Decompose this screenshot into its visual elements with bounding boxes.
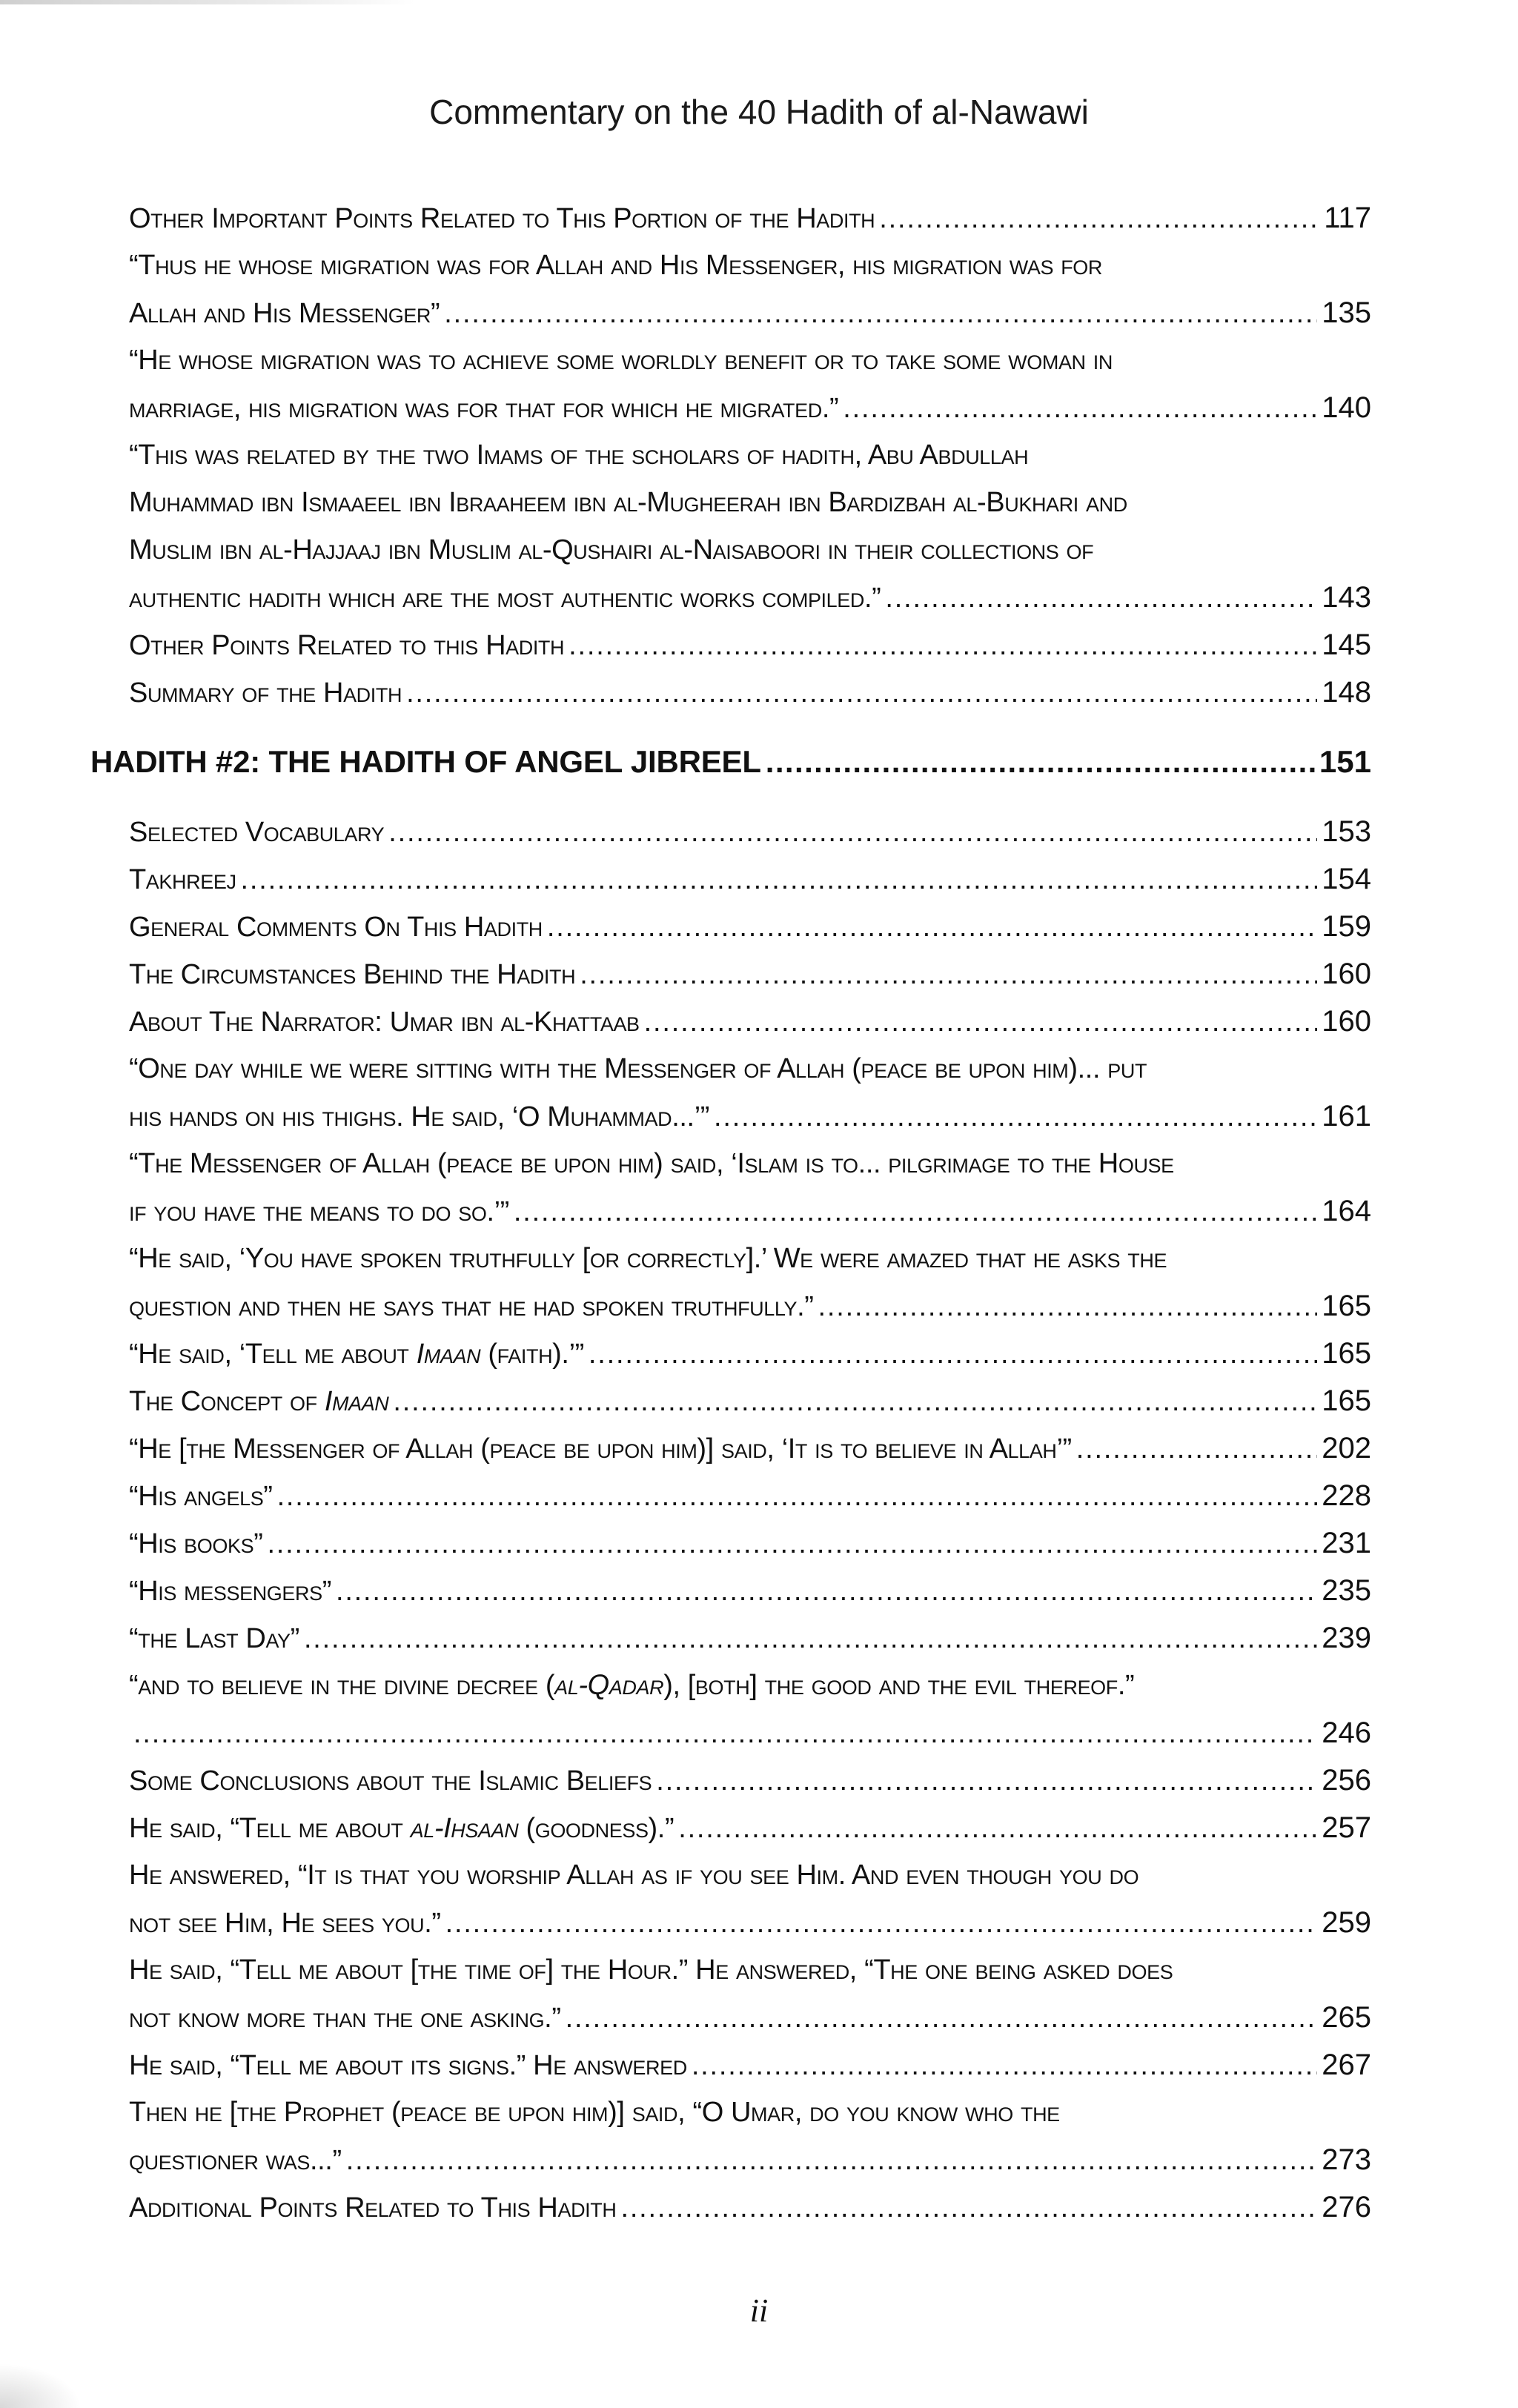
dot-leader [714, 1093, 1317, 1141]
dot-leader [388, 809, 1317, 856]
toc-entry-title-part: (goodness).” [518, 1813, 675, 1844]
toc-entry-title: “His messengers” [129, 1576, 331, 1607]
toc-entry [129, 1424, 1371, 1472]
toc-entry [129, 669, 1371, 716]
toc-entry-title-part: “and to believe in the divine decree ( [129, 1670, 555, 1701]
toc-entry [129, 1851, 1371, 1899]
toc-page-number: 165 [1322, 1384, 1371, 1417]
toc-entry [129, 2183, 1371, 2231]
toc-entry-title: not see Him, He sees you.” [129, 1908, 441, 1939]
toc-entry [129, 1330, 1371, 1377]
toc-page-number: 256 [1322, 1764, 1371, 1797]
toc-entry [129, 1757, 1371, 1804]
toc-entry-title: Other Important Points Related to This Portion of the Hadith [129, 203, 875, 234]
toc-page-number: 160 [1322, 958, 1371, 990]
toc-entry-title: The Circumstances Behind the Hadith [129, 959, 576, 990]
dot-leader [445, 1900, 1318, 1947]
toc-entry [129, 1614, 1371, 1662]
toc-entry-title: Selected Vocabulary [129, 817, 385, 848]
dot-leader [133, 1710, 1317, 1757]
toc-entry [129, 1709, 1371, 1757]
dot-leader [620, 2184, 1317, 2232]
dot-leader [766, 738, 1315, 786]
dot-leader [304, 1615, 1317, 1662]
toc-entry [129, 1994, 1371, 2041]
toc-entry-title [129, 1378, 388, 1425]
dot-leader [843, 385, 1317, 432]
toc-entry-title: “He said, ‘You have spoken truthfully [or correctly].’ We were amazed that he asks the [129, 1243, 1167, 1274]
dot-leader [393, 1378, 1317, 1425]
dot-leader [580, 951, 1317, 998]
toc-page-number: 239 [1322, 1622, 1371, 1654]
toc-entry-title: Muslim ibn al-Hajjaaj ibn Muslim al-Qushairi al-Naisaboori in their collections of [129, 534, 1094, 565]
toc-entry-title: authentic hadith which are the most authentic works compiled.” [129, 583, 881, 614]
dot-leader [336, 1568, 1317, 1615]
toc-page-number: 135 [1322, 296, 1371, 329]
toc-entry-title: “He [the Messenger of Allah (peace be upon him)] said, ‘It is to believe in Allah’” [129, 1433, 1072, 1465]
toc-entry [129, 526, 1371, 574]
toc-page-number: 235 [1322, 1574, 1371, 1607]
toc-page-number: 228 [1322, 1479, 1371, 1512]
toc-page-number: 140 [1322, 391, 1371, 424]
toc-entry [129, 998, 1371, 1045]
toc-entry-title: “This was related by the two Imams of the scholars of hadith, Abu Abdullah [129, 440, 1029, 471]
toc-entry [129, 479, 1371, 526]
toc-entry-title: Muhammad ibn Ismaaeel ibn Ibraaheem ibn al-Mugheerah ibn Bardizbah al-Bukhari and [129, 487, 1127, 518]
toc-entry-title: “the Last Day” [129, 1623, 299, 1654]
toc-entry-title-part: The Concept of [129, 1386, 325, 1417]
toc-entry [129, 1804, 1371, 1851]
toc-entry [129, 1519, 1371, 1567]
toc-entry [129, 574, 1371, 621]
toc-entry-title: his hands on his thighs. He said, ‘O Muhammad...’” [129, 1101, 709, 1132]
toc-page-number: 153 [1322, 815, 1371, 848]
toc-entry [129, 2136, 1371, 2183]
toc-page-number: 265 [1322, 2001, 1371, 2034]
toc-entry [129, 194, 1371, 242]
dot-leader [547, 903, 1317, 951]
toc-page-number: 246 [1322, 1717, 1371, 1749]
toc-page-number: 151 [1319, 744, 1371, 779]
toc-entry-title [129, 1330, 584, 1378]
toc-page-number: 257 [1322, 1811, 1371, 1844]
toc-entry-title: He answered, “It is that you worship Allah as if you see Him. And even though you do [129, 1860, 1139, 1891]
toc-page-number: 154 [1322, 863, 1371, 895]
toc-entry-title-italic: al-Ihsaan [410, 1813, 519, 1844]
toc-entry [129, 1946, 1371, 1994]
dot-leader [885, 574, 1317, 622]
toc-entry [129, 1282, 1371, 1330]
dot-leader [267, 1520, 1317, 1568]
toc-entry-title: “One day while we were sitting with the Messenger of Allah (peace be upon him)... put [129, 1053, 1147, 1084]
toc-entry-title: not know more than the one asking.” [129, 2003, 561, 2034]
toc-entry-title: if you have the means to do so.’” [129, 1196, 509, 1227]
toc-entry [129, 242, 1371, 289]
toc-entry [129, 336, 1371, 384]
toc-entry-title-italic: Imaan [324, 1386, 389, 1417]
dot-leader [879, 195, 1319, 242]
toc-entry [129, 621, 1371, 669]
toc-entry [129, 1662, 1371, 1709]
toc-entry-title: Allah and His Messenger” [129, 298, 440, 329]
toc-page-number: 202 [1322, 1432, 1371, 1465]
dot-leader [644, 998, 1318, 1046]
toc-entry [129, 2089, 1371, 2136]
running-head: Commentary on the 40 Hadith of al-Nawawi [429, 93, 1089, 131]
toc-entry-title: question and then he says that he had spoken truthfully.” [129, 1291, 814, 1322]
toc-entry [129, 1472, 1371, 1519]
toc-page-number: 273 [1322, 2143, 1371, 2176]
toc-entry [129, 431, 1371, 479]
toc-entry-title-part: “He said, ‘Tell me about [129, 1339, 417, 1370]
dot-leader [678, 1805, 1317, 1852]
toc-entry [129, 1140, 1371, 1187]
toc-page-number: 143 [1322, 581, 1371, 614]
toc-entry-title: Then he [the Prophet (peace be upon him)] said, “O Umar, do you know who the [129, 2097, 1060, 2128]
toc-entry-title: “He whose migration was to achieve some worldly benefit or to take some woman in [129, 345, 1113, 376]
toc-page-number: 145 [1322, 628, 1371, 661]
toc-entry-title-part: He said, “Tell me about [129, 1813, 411, 1844]
toc-entry-title: questioner was...” [129, 2145, 342, 2176]
dot-leader [406, 669, 1317, 717]
toc-entry-title: He said, “Tell me about [the time of] the Hour.” He answered, “The one being asked does [129, 1954, 1173, 1986]
toc-entry [129, 808, 1371, 855]
toc-entry-title: marriage, his migration was for that for which he migrated.” [129, 393, 839, 424]
toc-entry-title: HADITH #2: THE HADITH OF ANGEL JIBREEL [90, 744, 761, 779]
toc-entry [129, 1899, 1371, 1946]
toc-entry [129, 855, 1371, 903]
toc-page-number: 231 [1322, 1527, 1371, 1559]
toc-entry-title: “Thus he whose migration was for Allah and His Messenger, his migration was for [129, 250, 1103, 281]
dot-leader [1076, 1425, 1317, 1473]
toc-entry [129, 289, 1371, 336]
toc-entry-title-italic: Imaan [416, 1339, 481, 1370]
toc-page-number: 276 [1322, 2191, 1371, 2223]
dot-leader [444, 290, 1317, 337]
toc-page-number: 148 [1322, 676, 1371, 709]
toc-page-number: 160 [1322, 1005, 1371, 1038]
dot-leader [346, 2137, 1318, 2184]
toc-entry-title: Other Points Related to this Hadith [129, 630, 565, 661]
dot-leader [566, 1994, 1318, 2042]
toc-entry [129, 950, 1371, 998]
toc-entry-title: Additional Points Related to This Hadith [129, 2192, 617, 2223]
dot-leader [514, 1188, 1317, 1235]
toc-entry [129, 1187, 1371, 1235]
toc-entry-title: Takhreej [129, 864, 236, 895]
toc-entry [129, 2041, 1371, 2089]
toc-entry-title: Summary of the Hadith [129, 677, 402, 709]
toc-entry [129, 1092, 1371, 1140]
toc-entry-title-part: ), [both] the good and the evil thereof.” [663, 1670, 1135, 1701]
dot-leader [656, 1757, 1317, 1805]
toc-entry [129, 1235, 1371, 1282]
toc-entry-title: Some Conclusions about the Islamic Beliefs [129, 1765, 652, 1797]
toc-entry [129, 1045, 1371, 1092]
toc-page-number: 117 [1324, 202, 1371, 234]
toc-entry-title: “His angels” [129, 1481, 273, 1512]
toc-entry-title-part: (faith).’” [480, 1339, 584, 1370]
toc-entry-title: “The Messenger of Allah (peace be upon him) said, ‘Islam is to... pilgrimage to the House [129, 1148, 1174, 1179]
dot-leader [589, 1330, 1317, 1378]
dot-leader [241, 856, 1318, 903]
toc-page-number: 161 [1322, 1100, 1371, 1132]
toc-page-number: 165 [1322, 1290, 1371, 1322]
toc-page-number: 267 [1322, 2049, 1371, 2081]
toc-entry [129, 1567, 1371, 1614]
toc-entry [129, 384, 1371, 431]
toc-entry-title [129, 1805, 674, 1852]
dot-leader [277, 1473, 1318, 1520]
toc-entry-title-italic: al-Qadar [554, 1670, 664, 1701]
toc-chapter-entry [90, 738, 1371, 786]
scan-corner-shadow [0, 2364, 82, 2408]
toc-entry-title: About The Narrator: Umar ibn al-Khattaab [129, 1006, 640, 1038]
toc-page-number: 164 [1322, 1195, 1371, 1227]
toc-entry-title: “His books” [129, 1528, 263, 1559]
toc-entry-title [129, 1662, 1134, 1709]
toc-page-number: 159 [1322, 910, 1371, 943]
toc-page-number: 259 [1322, 1906, 1371, 1939]
dot-leader [692, 2042, 1317, 2089]
toc-entry [129, 1377, 1371, 1424]
page-number: ii [749, 2292, 769, 2329]
toc-entry [129, 903, 1371, 950]
toc-page-number: 165 [1322, 1337, 1371, 1370]
dot-leader [569, 622, 1317, 669]
toc-entry-title: General Comments On This Hadith [129, 912, 543, 943]
toc-entry-title: He said, “Tell me about its signs.” He answered [129, 2050, 687, 2081]
dot-leader [818, 1283, 1318, 1330]
